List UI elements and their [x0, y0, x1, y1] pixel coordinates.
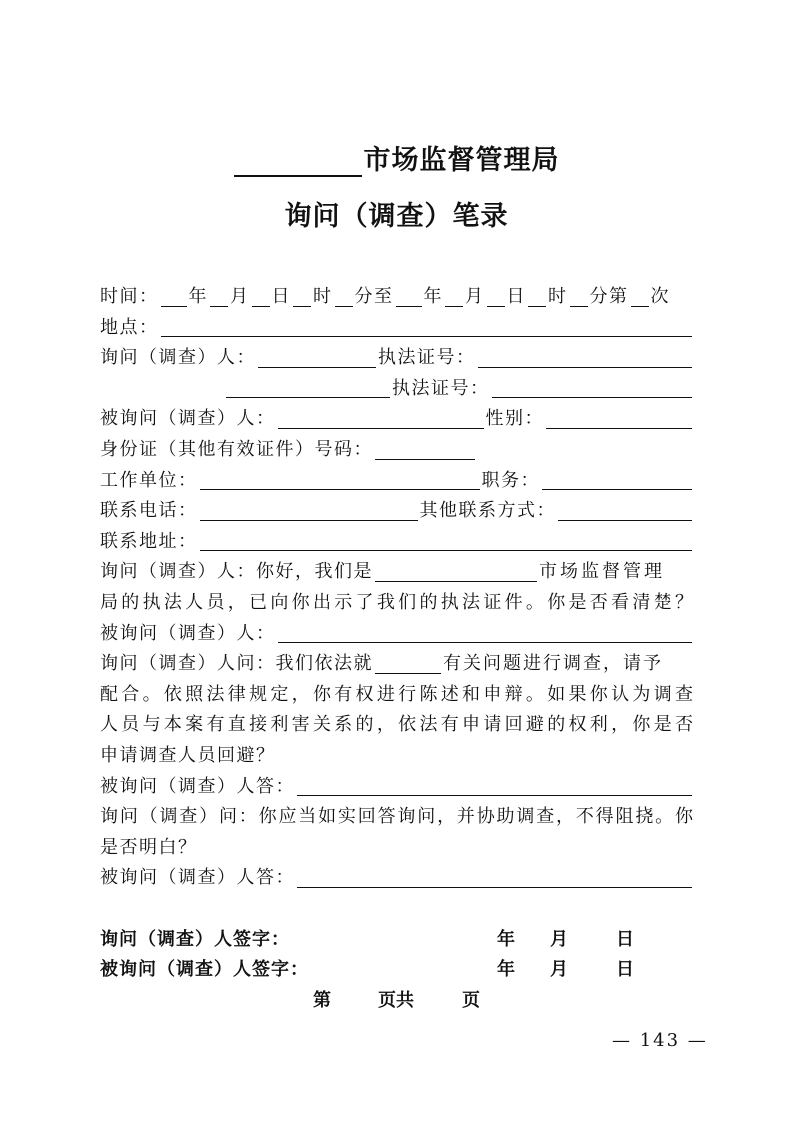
unit: 月: [230, 286, 250, 307]
time-blank[interactable]: [445, 284, 463, 307]
address-row: [100, 527, 694, 558]
position-label: 职务：: [481, 469, 540, 491]
interviewer2-row: [100, 374, 694, 405]
q2-text: 申请调查人员回避？: [100, 744, 276, 766]
q3-text: 是否明白？: [100, 836, 198, 858]
year-label: 年: [497, 959, 516, 980]
agency-suffix: 市场监督管理局: [363, 145, 560, 176]
time-blank[interactable]: [396, 284, 422, 307]
a3-label: 被询问（调查）人答：: [100, 867, 295, 889]
id-row: [100, 435, 694, 466]
q2-text: 配合。依照法律规定，你有权进行陈述和申辩。如果你认为调查: [100, 683, 694, 705]
employer-label: 工作单位：: [100, 469, 198, 491]
form-title: 询问（调查）笔录: [284, 201, 509, 232]
unit: 日: [506, 286, 526, 307]
q3-row: [100, 802, 694, 833]
time-blank[interactable]: [335, 284, 353, 307]
form-body: [100, 282, 694, 894]
page-di: 第: [313, 990, 331, 1011]
cert-label: 执法证号：: [392, 377, 490, 399]
address-label: 联系地址：: [100, 530, 198, 552]
unit: 次: [650, 286, 670, 307]
q2-row-4: [100, 741, 694, 772]
unit: 分第: [589, 286, 629, 307]
interviewee-field[interactable]: [278, 406, 484, 429]
q3-row-2: [100, 833, 694, 864]
q3-text: 询问（调查）问：你应当如实回答询问，并协助调查，不得阻挠。你: [100, 806, 694, 828]
interviewer-label: 询问（调查）人：: [100, 347, 256, 369]
interviewer-row: [100, 343, 694, 374]
q1-text: 局的执法人员，已向你出示了我们的执法证件。你是否看清楚？: [100, 591, 694, 613]
cert2-field[interactable]: [492, 375, 693, 398]
position-field[interactable]: [542, 467, 692, 490]
interviewer2-field[interactable]: [226, 375, 390, 398]
cert-field[interactable]: [478, 345, 693, 368]
unit: 年: [188, 286, 208, 307]
time-blank[interactable]: [570, 284, 588, 307]
other-contact-field[interactable]: [558, 498, 692, 521]
unit: 分至: [354, 286, 394, 307]
month-label: 月: [550, 929, 569, 950]
address-field[interactable]: [200, 528, 693, 551]
year-label: 年: [497, 929, 516, 950]
agency-name-blank[interactable]: [234, 149, 362, 177]
a3-field[interactable]: [297, 865, 692, 888]
location-row: [100, 313, 694, 344]
time-blank[interactable]: [252, 284, 270, 307]
phone-field[interactable]: [200, 498, 418, 521]
phone-row: [100, 496, 694, 527]
interviewer-field[interactable]: [258, 345, 376, 368]
page-ye-gong: 页共: [378, 990, 414, 1011]
location-label: 地点：: [100, 316, 159, 338]
a1-label: 被询问（调查）人：: [100, 622, 276, 644]
page-number: — 143 —: [612, 1030, 708, 1051]
a2-row: [100, 772, 694, 803]
day-label: 日: [616, 959, 635, 980]
interviewee-label: 被询问（调查）人：: [100, 408, 276, 430]
month-label: 月: [550, 959, 569, 980]
cert-label: 执法证号：: [378, 347, 476, 369]
time-blank[interactable]: [487, 284, 505, 307]
time-label: 时间：: [100, 286, 159, 307]
count-blank[interactable]: [631, 284, 649, 307]
time-blank[interactable]: [161, 284, 187, 307]
employer-field[interactable]: [200, 467, 480, 490]
day-label: 日: [616, 929, 635, 950]
matter-blank[interactable]: [375, 651, 441, 674]
agency-title: [0, 138, 793, 177]
a2-label: 被询问（调查）人答：: [100, 775, 295, 797]
time-blank[interactable]: [210, 284, 228, 307]
unit: 月: [465, 286, 485, 307]
a1-row: [100, 619, 694, 650]
phone-label: 联系电话：: [100, 500, 198, 522]
q1-text: 询问（调查）人：你好，我们是: [100, 561, 373, 583]
q2-text: 有关问题进行调查，请予: [443, 653, 663, 675]
a3-row: [100, 863, 694, 894]
employer-row: [100, 466, 694, 497]
location-field[interactable]: [161, 314, 693, 337]
q2-row-2: [100, 680, 694, 711]
time-blank[interactable]: [293, 284, 311, 307]
interviewee-row: [100, 404, 694, 435]
a2-field[interactable]: [297, 773, 692, 796]
q1-text: 市场监督管理: [539, 561, 665, 583]
gender-label: 性别：: [485, 408, 544, 430]
id-label: 身份证（其他有效证件）号码：: [100, 438, 373, 460]
q2-row: [100, 649, 694, 680]
interviewee-sign-label: 被询问（调查）人签字：: [100, 959, 309, 980]
interviewer-sign-label: 询问（调查）人签字：: [100, 929, 290, 950]
time-row: [100, 282, 694, 313]
unit: 年: [423, 286, 443, 307]
q2-text: 人员与本案有直接利害关系的，依法有申请回避的权利，你是否: [100, 714, 694, 736]
unit: 日: [271, 286, 291, 307]
q1-row: [100, 557, 694, 588]
unit: 时: [313, 286, 333, 307]
time-blank[interactable]: [528, 284, 546, 307]
unit: 时: [548, 286, 568, 307]
gender-field[interactable]: [546, 406, 692, 429]
q2-text: 询问（调查）人问：我们依法就: [100, 653, 373, 675]
other-contact-label: 其他联系方式：: [419, 500, 556, 522]
a1-field[interactable]: [278, 620, 693, 643]
page-ye: 页: [462, 990, 480, 1011]
q2-row-3: [100, 710, 694, 741]
id-field[interactable]: [375, 437, 475, 460]
q1-row-2: [100, 588, 694, 619]
agency-blank[interactable]: [375, 559, 537, 582]
